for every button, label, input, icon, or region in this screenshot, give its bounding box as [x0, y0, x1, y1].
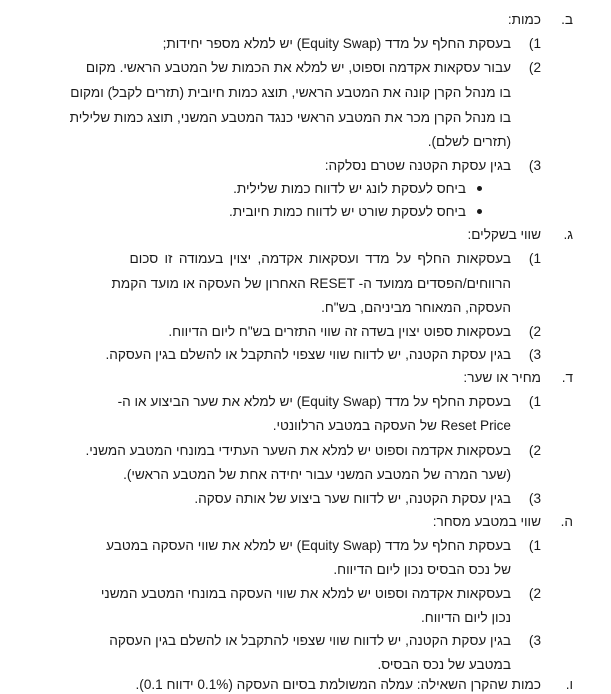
section-letter: ד. [561, 370, 573, 385]
section-letter: ג. [563, 227, 573, 242]
item-text: של נכס הבסיס נכון ליום הדיווח. [333, 562, 511, 577]
item-text: בו מנהל הקרן מכר את המטבע הראשי כנגד המטבע המשני, תוצג כמות שלילית [69, 110, 511, 125]
bullet-text: ביחס לעסקת לונג יש לדווח כמות שלילית. [233, 181, 466, 196]
section-title: שווי במטבע מסחר: [432, 514, 541, 529]
item-number: 2) [528, 443, 541, 458]
item-text: בגין עסקת הקטנה, יש לדווח שווי שצפוי להתקבל או להשלם בגין העסקה. [105, 347, 511, 362]
item-text: נכון ליום הדיווח. [421, 610, 511, 625]
item-text: בגין עסקת הקטנה, יש לדווח שער ביצוע של אותה עסקה. [194, 491, 511, 506]
item-text: בעסקאות אקדמה וספוט יש למלא את השער העתידי במונחי המטבע המשני. [85, 443, 511, 458]
item-text: בעסקאות אקדמה וספוט יש למלא את שווי העסקה במונחי המטבע המשני [100, 586, 511, 601]
section-title: שווי בשקלים: [467, 227, 541, 242]
item-text: עבור עסקאות אקדמה וספוט, יש למלא את הכמות של המטבע הראשי. מקום [85, 60, 511, 75]
item-number: 1) [528, 394, 541, 409]
section-letter: ו. [565, 677, 573, 692]
item-text: (שער המרה של המטבע המשני עבור יחידה אחת של המטבע הראשי). [123, 467, 511, 482]
item-text: בגין עסקת הקטנה, יש לדווח שווי שצפוי להתקבל או להשלם בגין העסקה [109, 633, 511, 648]
item-text: בעסקאות ספוט יצוין בשדה זה שווי התזרים בש"ח ליום הדיווח. [168, 324, 511, 339]
item-text: הרווחים/הפסדים ממועד ה- RESET האחרון של העסקה או מועד הקמת [111, 276, 511, 291]
item-number: 1) [528, 36, 541, 51]
item-text: בגין עסקת הקטנה שטרם נסלקה: [324, 158, 511, 173]
bullet-text: ביחס לעסקת שורט יש לדווח כמות חיובית. [229, 204, 466, 219]
item-number: 3) [528, 158, 541, 173]
section-letter: ה. [560, 514, 573, 529]
item-text: בעסקת החלף על מדד (Equity Swap) יש למלא את שווי העסקה במטבע [106, 538, 511, 553]
item-number: 1) [528, 251, 541, 266]
item-number: 3) [528, 633, 541, 648]
item-text: בעסקאות החלף על מדד ועסקאות אקדמה, יצוין בעמודה זו סכום [129, 251, 511, 266]
section-title: כמות: [507, 12, 541, 27]
item-number: 3) [528, 347, 541, 362]
section-title: כמות שהקרן השאילה: עמלה המשולמת בסיום העסקה (0.1% ידווח 0.1). [135, 677, 541, 692]
section-letter: ב. [561, 12, 573, 27]
bullet-icon [477, 186, 482, 191]
item-text: Reset Price של העסקה במטבע הרלוונטי. [272, 418, 511, 433]
item-text: במטבע של נכס הבסיס. [377, 657, 511, 672]
item-number: 2) [528, 60, 541, 75]
bullet-icon [477, 209, 482, 214]
item-text: (תזרים לשלם). [427, 134, 511, 149]
item-number: 2) [528, 586, 541, 601]
item-number: 3) [528, 491, 541, 506]
item-number: 2) [528, 324, 541, 339]
item-text: העסקה, המאוחר מביניהם, בש"ח. [321, 300, 511, 315]
item-text: בעסקת החלף על מדד (Equity Swap) יש למלא מספר יחידות; [162, 36, 511, 51]
item-text: בעסקת החלף על מדד (Equity Swap) יש למלא את שער הביצוע או ה- [117, 394, 511, 409]
item-number: 1) [528, 538, 541, 553]
item-text: בו מנהל הקרן קונה את המטבע הראשי, תוצג כמות חיובית (תזרים לקבל) ומקום [70, 85, 511, 100]
section-title: מחיר או שער: [463, 370, 541, 385]
